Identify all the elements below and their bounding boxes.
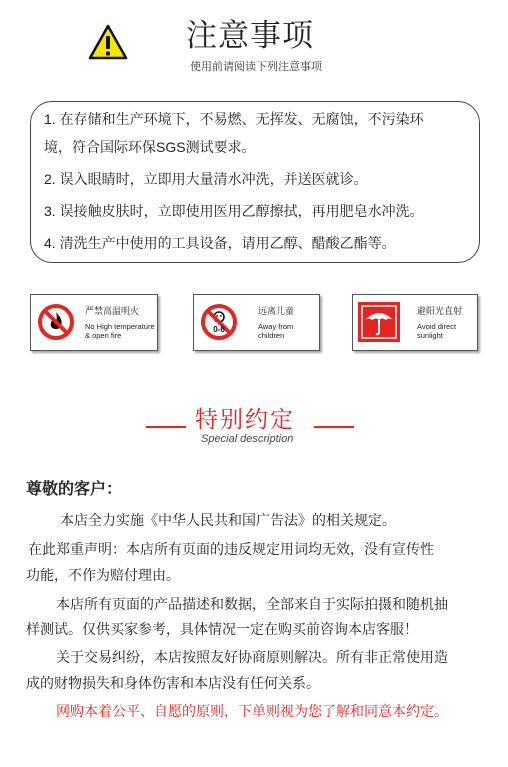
sign-away-children [193, 294, 320, 351]
sign-label-en: & open fire [85, 331, 122, 340]
notice-line: 境，符合国际环保SGS测试要求。 [44, 139, 256, 155]
greeting: 尊敬的客户： [26, 481, 123, 498]
keep-away-children-icon [200, 303, 238, 341]
sign-label-en: children [258, 331, 285, 340]
paragraph-line: 关于交易纠纷，本店按照友好协商原则解决。所有非正常使用造 [56, 649, 448, 665]
agreement-line: 网购本着公平、自愿的原则，下单则视为您了解和同意本约定。 [56, 703, 448, 719]
notice-line: 3. 误接触皮肤时，立即使用医用乙醇擦拭，再用肥皂水冲洗。 [44, 203, 424, 219]
sign-no-fire [30, 294, 158, 351]
sign-label-en: Away from [258, 322, 294, 331]
notice-line: 4. 清洗生产中使用的工具设备，请用乙醇、醋酸乙酯等。 [44, 235, 396, 251]
page-subtitle: 使用前请阅读下列注意事项 [190, 61, 322, 73]
notice-line: 1. 在存储和生产环境下，不易燃、无挥发、无腐蚀，不污染环 [44, 111, 424, 127]
sign-label-cn: 避阳光直射 [417, 306, 463, 316]
sign-label-cn: 远离儿童 [258, 306, 295, 316]
sign-label-cn: 严禁高温明火 [85, 306, 140, 316]
no-fire-icon [37, 303, 75, 341]
sign-label-en: sunlight [417, 331, 443, 340]
warning-icon [88, 24, 128, 60]
paragraph-line: 本店所有页面的产品描述和数据，全部来自于实际拍摄和随机抽 [56, 596, 448, 612]
umbrella-icon [358, 302, 400, 342]
sign-avoid-sunlight [352, 294, 478, 351]
paragraph-line: 本店全力实施《中华人民共和国广告法》的相关规定。 [60, 512, 396, 528]
page-title: 注意事项 [186, 18, 314, 53]
section-subtitle: Special description [201, 433, 294, 445]
divider-right [314, 426, 354, 428]
sign-label-en: Avoid direct [417, 322, 457, 331]
paragraph-line: 样测试。仅供买家参考，具体情况一定在购买前咨询本店客服！ [26, 621, 418, 637]
paragraph-line: 成的财物损失和身体伤害和本店没有任何关系。 [26, 675, 320, 691]
paragraph-line: 在此郑重声明：本店所有页面的违反规定用词均无效，没有宣传性 [28, 541, 434, 557]
age-badge: 0-6 [213, 325, 225, 334]
paragraph-line: 功能，不作为赔付理由。 [26, 567, 180, 583]
sign-label-en: No High temperature [85, 322, 155, 331]
divider-left [146, 426, 186, 428]
notice-line: 2. 误入眼睛时，立即用大量清水冲洗，并送医就诊。 [44, 171, 368, 187]
section-title: 特别约定 [195, 406, 295, 432]
